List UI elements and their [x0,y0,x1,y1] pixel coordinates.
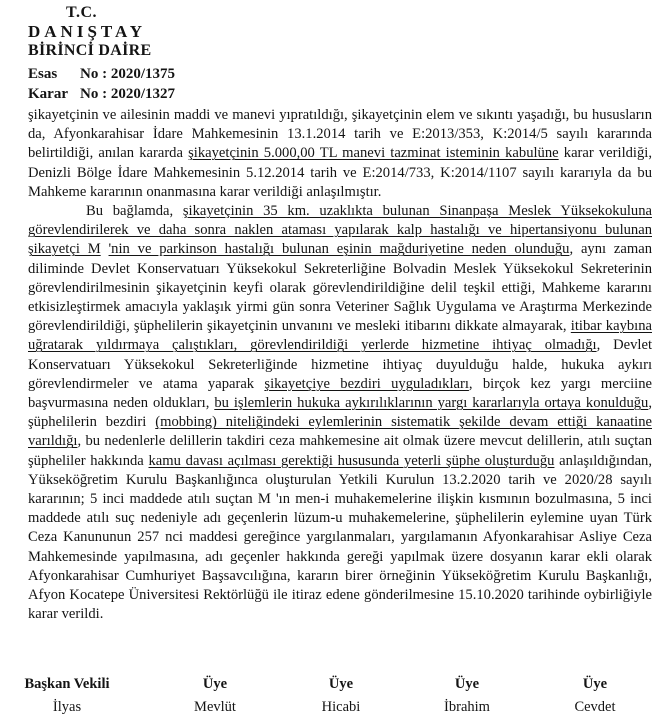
underlined-text: bu işlemlerin hukuka aykırılıklarının yargı kararlarıyla ortaya konulduğu [214,395,649,412]
underlined-text: kamu davası açılması gerektiği hususunda yeterli şüphe oluşturduğu [148,452,555,469]
paragraph-text: karar verildiği, Denizli Bölge İdare Mahkemesinin 5.12.2014 tarih ve E:2014/733, K:2014/1107 sayılı kararıyla da bu Mahkeme kararının onanmasına karar verildiği anlaşılmıştır. [28,145,652,200]
signature-role: Üye [582,676,608,692]
court-name: DANIŞTAY [28,22,146,41]
underlined-text: itibar kaybına uğratarak yıldırmaya çalıştıkları, görevlendirildiği yerlerde hizmetine ihtiyaç olmadığı [28,318,652,354]
paragraph-text: , birçok kez yargı merciine başvurmasına neden oldukları, [28,375,652,412]
underlined-text: 'nin ve parkinson hastalığı bulunan eşinin mağduriyetine neden olunduğu [108,241,570,258]
paragraph-text: , şüphelilerin bezdiri [28,395,653,431]
paragraph-text: , aynı zaman diliminde Devlet Konservatuarı Yüksekokul Sekreterliğine Bolvadin Meslek Yüksekokul Sekreterinin görevlendirilmesinin şikayetçinin keyfi olarak görevlendirildiğine delil teşkil ettiği, Mahkeme kararını etkisizleştirmek amacıyla yaklaşık yirmi gün sonra Veteriner Sağlık Uygulama ve Araştırma Merkezinde görevlendirildiği, şüphelilerin şikayetçinin unvanını ve mesleki itibarını dikkate almayarak, [28,241,652,335]
signature-member-3 [412,676,522,716]
paragraph-text: Bu bağlamda, [86,203,183,220]
underlined-text: şikayetçiye bezdiri uyguladıkları [264,375,469,392]
decision-body [28,106,652,624]
signature-role: Başkan Vekili [24,676,110,692]
signature-name: İbrahim [444,699,490,715]
signature-role: Üye [454,676,480,692]
signature-role: Üye [328,676,354,692]
esas-value: No : 2020/1375 [80,66,175,82]
karar-value: No : 2020/1327 [80,86,175,102]
paragraph-2 [28,202,652,624]
paragraph-text: , Devlet Konservatuarı Yüksekokul Sekreterliğinde hizmetine ihtiyaç duyulduğu halde, hukuka aykırı görevlendirmeler ve atama yaparak [28,337,652,392]
esas-label: Esas [28,66,58,82]
karar-number [28,86,175,103]
signature-name: Hicabi [321,699,361,715]
underlined-text: şikayetçinin 5.000,00 TL manevi tazminat isteminin kabulüne [188,145,559,162]
paragraph-text [101,241,109,257]
esas-number [28,66,175,83]
paragraph-text: , bu nedenlerle delillerin takdiri ceza mahkemesine ait olmak üzere mevcut delillerin, atılı suçtan şüpheliler hakkında [28,433,652,469]
signature-name: Mevlüt [194,699,236,715]
paragraph-text: 'ın men-i muhakemelerine ilişkin kısmının bozulmasına, 5 inci maddede atılı suç nedeniyle adı geçenlerin lüzum-u muhakemelerine, şüphelilerin eylemine uyan Türk Ceza Kanununun 257 nci maddesi gereğince yargılanmaları, yargılamanın Afyonkarahisar Asliye Ceza Mahkemesinde yapılmasına, adı geçenler hakkında gereği yapılmak üzere dosyanın karar ekli olarak Afyonkarahisar Cumhuriyet Başsavcılığına, kararın birer örneğinin Yükseköğretim Kurulu Başkanlığı, Afyon Kocatepe Üniversitesi Rektörlüğü ile itiraz edene gönderilmesine 15.10.2020 tarihinde oybirliğiyle karar verildi. [28,491,652,623]
karar-label: Karar [28,86,68,102]
signature-role: Üye [202,676,228,692]
signature-name: İlyas [52,699,82,715]
signature-member-4 [540,676,650,716]
paragraph-text: şikayetçinin ve ailesinin maddi ve manevi yıpratıldığı, şikayetçinin elem ve sıkıntı yaşadığı, bu hususların da, Afyonkarahisar İdare Mahkemesinin 13.1.2014 tarih ve E:2013/353, K:2014/5 sayılı kararında belirtildiği, anılan kararda [28,107,652,162]
signature-name: Cevdet [574,699,616,715]
paragraph-1 [28,106,652,202]
republic-label: T.C. [66,4,98,21]
chamber-name: BİRİNCİ DAİRE [28,42,152,59]
signature-member-2 [286,676,396,716]
signature-chair [12,676,122,716]
underlined-text: (mobbing) niteliğindeki eylemlerinin sistematik şekilde devam ettiği kanaatine varıldığı [28,414,652,450]
paragraph-text: anlaşıldığından, Yükseköğretim Kurulu Başkanlığınca oluşturulan Yetkili Kurulun 13.2.2020 tarih ve 2020/28 sayılı kararının; 5 inci maddede atılı suçtan M [28,452,652,508]
signature-member-1 [160,676,270,716]
signature-block [0,676,660,726]
underlined-text: şikayetçinin 35 km. uzaklıkta bulunan Sinanpaşa Meslek Yüksekokuluna görevlendirilerek ve daha sonra naklen ataması yapılarak kalp hastalığı ve hipertansiyonu bulunan şikayetçi M [28,203,652,258]
